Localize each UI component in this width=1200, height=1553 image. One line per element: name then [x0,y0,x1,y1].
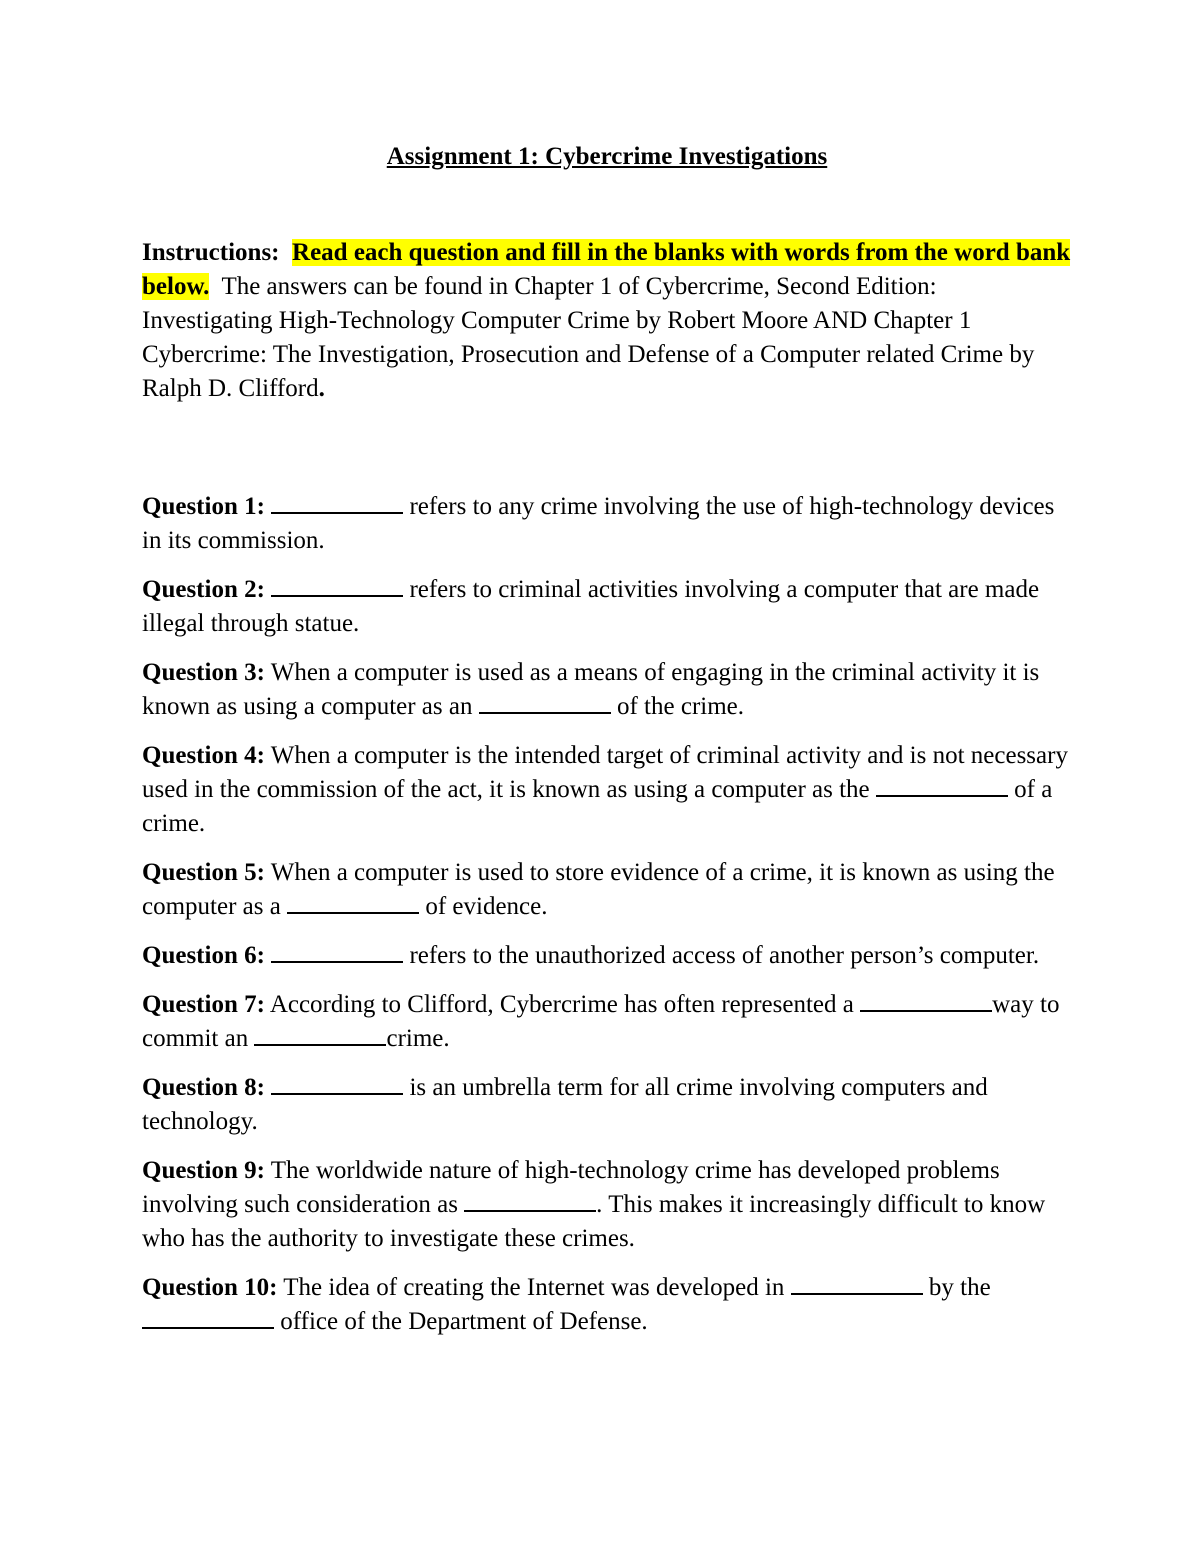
question-text: . This makes it increasingly difficult to know who has the authority to investigate these crimes. [142,1191,1046,1252]
answer-blank [271,941,403,963]
question-text: of evidence. [425,893,548,920]
question-4 [142,739,1072,841]
question-label: Question 6: [142,942,265,969]
question-text: is an umbrella term for all crime involving computers and technology. [142,1074,988,1135]
answer-blank [271,575,403,597]
answer-blank [271,1073,403,1095]
answer-blank [791,1273,923,1295]
question-label: Question 8: [142,1074,265,1101]
question-text: The worldwide nature of high-technology crime has developed problems involving such consideration as [142,1157,1000,1218]
question-text: When a computer is used to store evidence of a crime, it is known as using the computer as a [142,859,1055,920]
answer-blank [287,892,419,914]
question-text: crime. [386,1025,450,1052]
answer-blank [479,692,611,714]
question-text: The idea of creating the Internet was developed in [283,1274,785,1301]
instructions-label: Instructions: [142,239,280,266]
questions-list [142,490,1072,1339]
answer-blank [142,1307,274,1329]
answer-blank [271,492,403,514]
question-label: Question 7: [142,991,265,1018]
question-10 [142,1271,1072,1339]
question-label: Question 9: [142,1157,265,1184]
question-text: of the crime. [616,693,745,720]
question-6 [142,939,1072,973]
answer-blank [254,1024,386,1046]
question-text: of a crime. [142,776,1053,837]
question-text: way to commit an [142,991,1060,1052]
question-label: Question 2: [142,576,265,603]
instructions-period: . [318,375,325,402]
document-page [142,140,1072,1354]
question-3 [142,656,1072,724]
question-label: Question 10: [142,1274,278,1301]
question-text: refers to the unauthorized access of another person’s computer. [409,942,1040,969]
question-5 [142,856,1072,924]
question-2 [142,573,1072,641]
question-label: Question 4: [142,742,265,769]
question-label: Question 1: [142,493,265,520]
document-title: Assignment 1: Cybercrime Investigations [386,143,828,170]
question-text: refers to criminal activities involving a computer that are made illegal through statue. [142,576,1040,637]
question-text: by the [928,1274,991,1301]
question-9 [142,1154,1072,1256]
answer-blank [876,775,1008,797]
question-label: Question 5: [142,859,265,886]
question-text: office of the Department of Defense. [280,1308,648,1335]
question-1 [142,490,1072,558]
instructions-body: The answers can be found in Chapter 1 of Cybercrime, Second Edition: Investigating High-Technology Computer Crime by Robert Moore AND Chapter 1 Cybercrime: The Investigation, Prosecution and Defense of a Computer related Crime by Ralph D. Clifford [142,273,1035,402]
instructions-highlight: Read each question and fill in the blanks with words from the word bank below. [142,239,1071,300]
answer-blank [464,1190,596,1212]
question-7 [142,988,1072,1056]
question-8 [142,1071,1072,1139]
question-text: According to Clifford, Cybercrime has often represented a [269,991,854,1018]
question-text: When a computer is used as a means of engaging in the criminal activity it is known as using a computer as an [142,659,1040,720]
question-text: refers to any crime involving the use of high-technology devices in its commission. [142,493,1055,554]
instructions-paragraph [142,236,1072,406]
question-label: Question 3: [142,659,265,686]
answer-blank [860,990,992,1012]
question-text: When a computer is the intended target of criminal activity and is not necessary used in the commission of the act, it is known as using a computer as the [142,742,1068,803]
